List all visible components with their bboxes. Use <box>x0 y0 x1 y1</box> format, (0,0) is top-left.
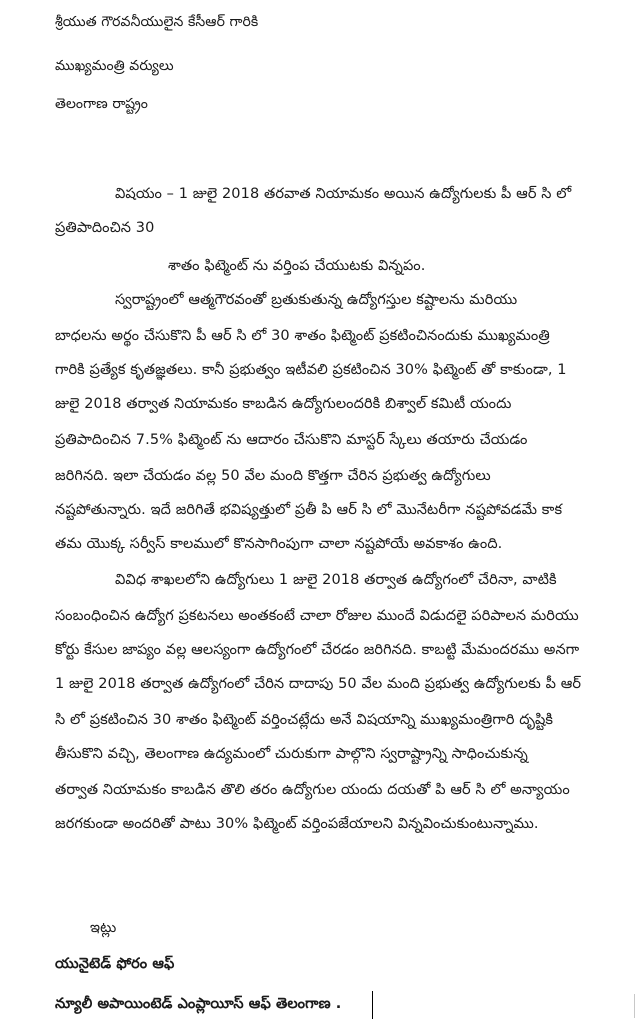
paragraph2-line: సంబంధించిన ఉద్యోగ ప్రకటనలు అంతకంటే చాలా రోజుల ముందే విడుదలై పరిపాలన మరియు <box>55 608 579 624</box>
address-recipient: శ్రీయుత గౌరవనీయులైన కేసీఆర్ గారికి <box>55 14 259 30</box>
subject-line-2: ప్రతిపాదించిన 30 <box>55 220 155 236</box>
paragraph2-line: జరగకుండా అందరితో పాటు 30% ఫిట్మెంట్ వర్తింపజేయాలని విన్నవించుకుంటున్నాము. <box>55 816 539 832</box>
paragraph1-line: నష్టపోతున్నారు. ఇదే జరిగితే భవిష్యత్తులో ప్రతీ పి ఆర్ సి లో మొనేటరీగా నష్టపోవడమే కాక <box>55 502 563 518</box>
paragraph1-line: జులై 2018 తర్వాత నియామకం కాబడిన ఉద్యోగులందరికి బిశ్వాల్ కమిటీ యందు <box>55 396 512 412</box>
paragraph1-line: స్వరాష్ట్రంలో ఆత్మగౌరవంతో బ్రతుకుతున్న ఉద్యోగస్తుల కష్టాలను మరియు <box>115 292 518 308</box>
page-edge-mark <box>634 994 638 1018</box>
paragraph2-line: వివిధ శాఖలలోని ఉద్యోగులు 1 జులై 2018 తర్వాత ఉద్యోగంలో చేరినా, వాటికి <box>115 572 557 588</box>
paragraph2-line: తర్వాత నియామకం కాబడిన తొలి తరం ఉద్యోగుల యందు దయతో పి ఆర్ సి లో అన్యాయం <box>55 782 570 798</box>
paragraph2-line: తీసుకొని వచ్చి, తెలంగాణ ఉద్యమంలో చురుకుగా పాల్గొని స్వరాష్ట్రాన్ని సాధించుకున్న <box>55 746 528 762</box>
paragraph2-line: 1 జులై 2018 తర్వాత ఉద్యోగంలో చేరిన దాదాపు 50 వేల మంది ప్రభుత్వ ఉద్యోగులకు పీ ఆర్ <box>55 676 582 692</box>
signatory-line-2: న్యూలీ అపాయింటెడ్ ఎంప్లాయీస్ ఆఫ్ తెలంగాణ . <box>55 996 342 1012</box>
address-state: తెలంగాణ రాష్ట్రం <box>55 96 148 112</box>
paragraph1-line: తమ యొక్క సర్వీస్ కాలములో కొనసాగింపుగా చాలా నష్టపోయే అవకాశం ఉంది. <box>55 536 503 552</box>
subject-line-1: విషయం – 1 జులై 2018 తరవాత నియామకం అయిన ఉద్యోగులకు పీ ఆర్ సి లో <box>115 186 572 202</box>
paragraph1-line: గారికి ప్రత్యేక కృతజ్ఞతలు. కానీ ప్రభుత్వం ఇటీవలి ప్రకటించిన 30% ఫిట్మెంట్ తో కాకుండా, 1 <box>55 362 567 378</box>
paragraph1-line: ప్రతిపాదించిన 7.5% ఫిట్మెంట్ ను ఆదారం చేసుకొని మాస్టర్ స్కేలు తయారు చేయడం <box>55 432 528 448</box>
paragraph1-line: బాధలను అర్థం చేసుకొని పీ ఆర్ సి లో 30 శాతం ఫిట్మెంట్ ప్రకటించినందుకు ముఖ్యమంత్రి <box>55 328 550 344</box>
paragraph2-line: సి లో ప్రకటించిన 30 శాతం ఫిట్మెంట్ వర్తించట్లేదు అనే విషయాన్ని ముఖ్యమంత్రిగారి దృష్టికి <box>55 712 554 728</box>
paragraph1-line: జరిగినది. ఇలా చేయడం వల్ల 50 వేల మంది కొత్తగా చేరిన ప్రభుత్వ ఉద్యోగులు <box>55 468 491 484</box>
address-designation: ముఖ్యమంత్రి వర్యులు <box>55 58 174 74</box>
paragraph2-line: కోర్టు కేసుల జాప్యం వల్ల ఆలస్యంగా ఉద్యోగంలో చేరడం జరిగినది. కాబట్టి మేమందరము అనగా <box>55 642 580 658</box>
signatory-line-1: యునైటెడ్ ఫోరం ఆఫ్ <box>55 956 175 972</box>
closing-salutation: ఇట్లు <box>90 920 117 936</box>
subject-line-3: శాతం ఫిట్మెంట్ ను వర్తింప చేయుటకు విన్నపం. <box>168 258 426 274</box>
text-cursor <box>372 991 373 1019</box>
